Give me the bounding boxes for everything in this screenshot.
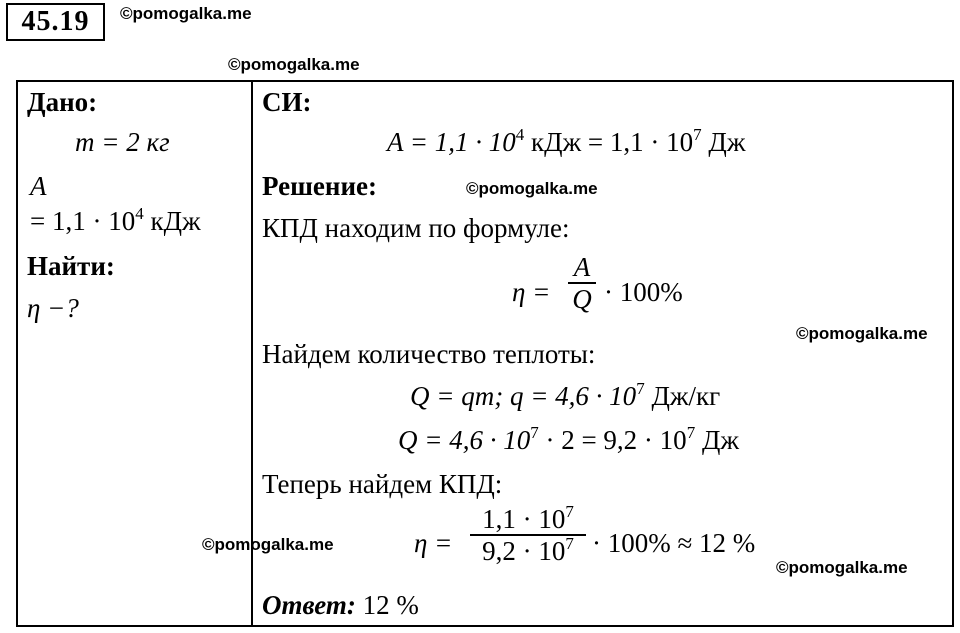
given-mass: m = 2 кг (75, 127, 170, 157)
watermark: ©pomogalka.me (796, 324, 928, 343)
si-conversion: $A = 1,1 \cdot 10^4$ кДж = $1,1 \cdot 10^7$ Дж (387, 125, 746, 157)
formula-suffix: · 100% (604, 277, 683, 307)
heat-formula: Q = qm; $q = 4,6 \cdot 10^7$ Дж/кг (410, 379, 721, 411)
final-fraction: $\frac{1,1 \cdot 10^7}{9,2 \cdot 10^7}$ (470, 504, 586, 566)
watermark: ©pomogalka.me (776, 558, 908, 577)
heat-calc: $Q = 4,6 \cdot 10^7 \cdot 2 = 9,2 \cdot 10^7$ Дж (398, 423, 740, 455)
watermark: ©pomogalka.me (120, 4, 252, 23)
watermark: ©pomogalka.me (202, 535, 334, 554)
given-work-value: = $1,1 \cdot 10^4$ кДж (30, 204, 201, 236)
now-text: Теперь найдем КПД: (262, 469, 503, 499)
find-title: Найти: (27, 251, 115, 281)
given-work-symbol: A (30, 171, 47, 201)
formula-eta: η = (512, 277, 551, 307)
watermark: ©pomogalka.me (466, 179, 598, 198)
si-title: СИ: (262, 87, 312, 117)
solution-title: Решение: (262, 171, 377, 201)
kpd-text: КПД находим по формуле: (262, 213, 570, 243)
final-eta: η = (414, 528, 453, 558)
watermark: ©pomogalka.me (228, 55, 360, 74)
final-suffix: · 100% ≈ 12 % (592, 528, 756, 558)
given-title: Дано: (27, 87, 98, 117)
formula-fraction: $\frac{A}{Q}$ (568, 252, 596, 314)
answer-line: Ответ: 12 % (262, 590, 419, 620)
find-eta: η −? (27, 293, 79, 323)
problem-number: 45.19 (6, 3, 105, 41)
heat-text: Найдем количество теплоты: (262, 339, 596, 369)
